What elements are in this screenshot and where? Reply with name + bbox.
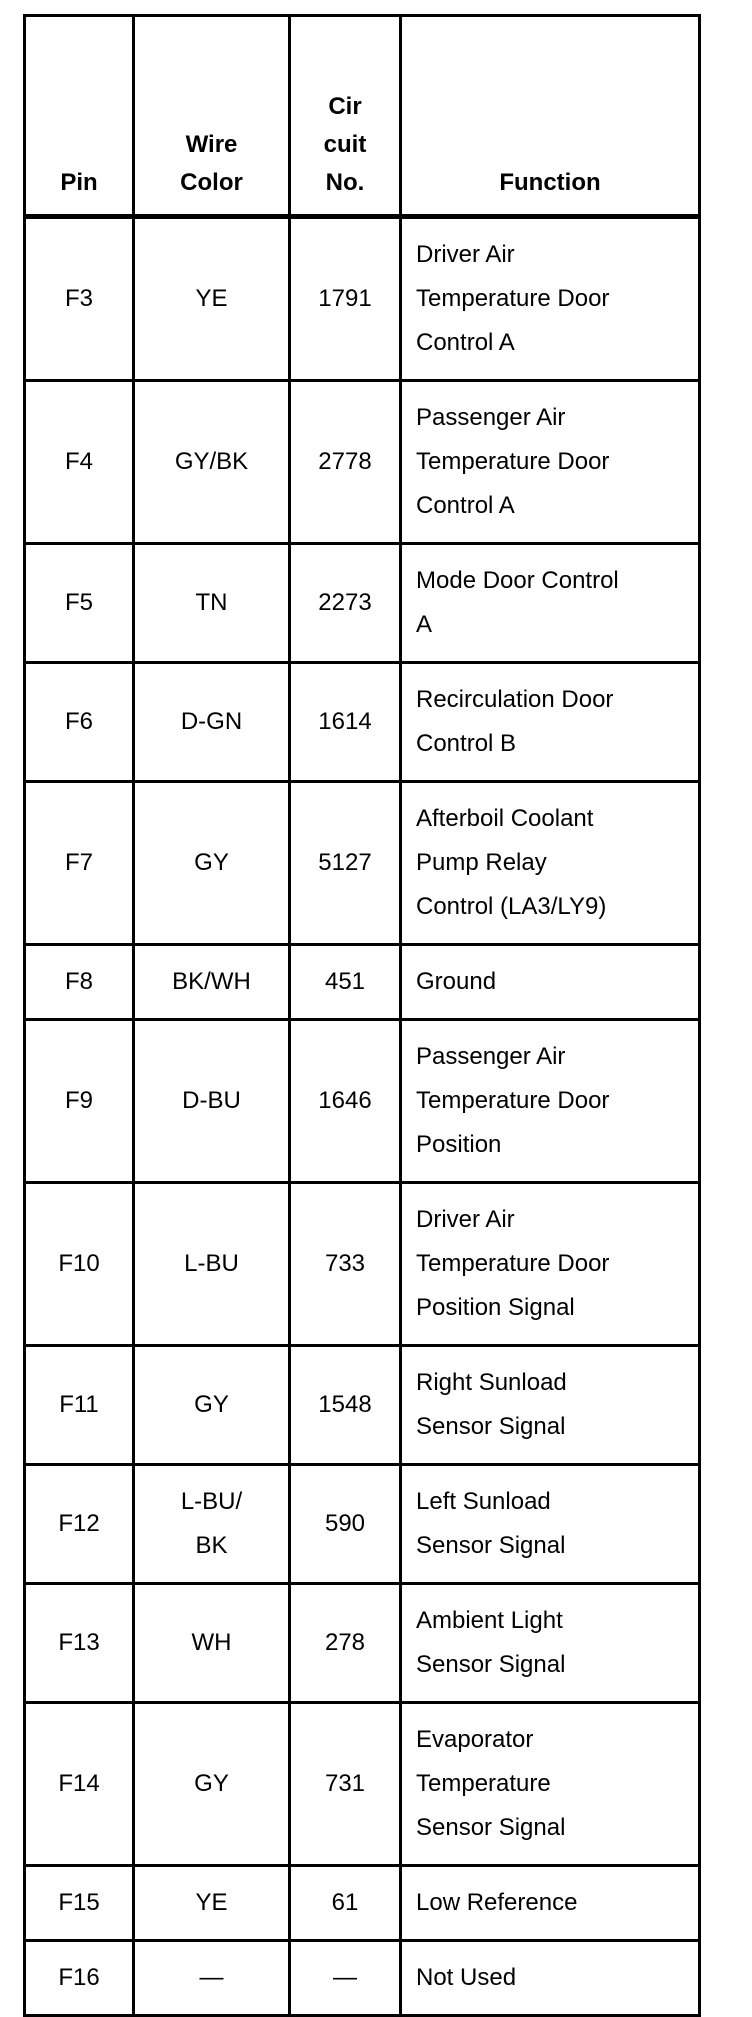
wire-color-line: BK/WH [172,968,251,995]
function-line: Not Used [416,1964,517,1991]
circuit-cell: 1548 [290,1346,401,1465]
pin-cell: F5 [25,544,134,663]
header-circuit-line: cuit [323,131,367,158]
header-wire-color-line: Wire [185,131,238,158]
function-cell [401,1020,700,1183]
wire-color-cell [134,381,290,544]
table-row [25,1020,700,1183]
wire-color-cell [134,1584,290,1703]
pin-cell: F4 [25,381,134,544]
function-line: Temperature Door [416,1250,610,1277]
table-row [25,782,700,945]
function-line: Pump Relay [416,849,547,876]
circuit-cell: 733 [290,1183,401,1346]
function-cell [401,1346,700,1465]
table-row [25,945,700,1020]
wire-color-line: L-BU [184,1250,239,1277]
table-row [25,544,700,663]
function-line: Driver Air [416,1206,515,1233]
circuit-cell: 731 [290,1703,401,1866]
table-row [25,1703,700,1866]
function-line: Temperature Door [416,285,610,312]
wire-color-cell [134,782,290,945]
wire-color-line: GY/BK [174,448,249,475]
header-circuit-line: Cir [328,93,362,120]
pin-cell: F13 [25,1584,134,1703]
pin-cell: F3 [25,217,134,381]
function-line: Left Sunload [416,1488,551,1515]
wire-color-line: YE [195,285,228,312]
table-row [25,1866,700,1941]
pin-table [23,14,701,2017]
wire-color-cell [134,945,290,1020]
table-row [25,1346,700,1465]
wire-color-cell [134,1866,290,1941]
function-line: Ambient Light [416,1607,563,1634]
wire-color-cell [134,1020,290,1183]
function-line: Ground [416,968,497,995]
wire-color-cell [134,1703,290,1866]
function-line: Mode Door Control [416,567,619,594]
function-line: Temperature [416,1770,551,1797]
header-function [401,16,700,217]
circuit-cell: 278 [290,1584,401,1703]
wire-color-cell [134,1346,290,1465]
wire-color-cell [134,1941,290,2016]
wire-color-line: GY [194,1391,229,1418]
circuit-cell: 1791 [290,217,401,381]
function-cell [401,1465,700,1584]
table-row [25,1584,700,1703]
table-row [25,1183,700,1346]
header-circuit-no [290,16,401,217]
function-cell [401,1703,700,1866]
circuit-cell: 2273 [290,544,401,663]
wire-color-line: D-BU [182,1087,241,1114]
function-line: A [416,611,433,638]
wire-color-line: GY [194,849,229,876]
table-row [25,1465,700,1584]
circuit-cell: 1646 [290,1020,401,1183]
function-line: Sensor Signal [416,1651,566,1678]
function-line: Temperature Door [416,448,610,475]
wire-color-line: GY [194,1770,229,1797]
circuit-cell: 451 [290,945,401,1020]
function-cell [401,217,700,381]
function-cell [401,1183,700,1346]
function-line: Evaporator [416,1726,534,1753]
circuit-cell: 1614 [290,663,401,782]
pin-cell: F10 [25,1183,134,1346]
header-circuit-line: No. [325,169,365,196]
function-line: Right Sunload [416,1369,567,1396]
function-line: Passenger Air [416,404,566,431]
function-line: Control B [416,730,517,757]
function-cell [401,381,700,544]
pin-cell: F8 [25,945,134,1020]
function-line: Driver Air [416,241,515,268]
wire-color-cell [134,663,290,782]
wire-color-line: YE [195,1889,228,1916]
table-row [25,381,700,544]
function-line: Control A [416,492,515,519]
function-cell [401,1941,700,2016]
function-line: Recirculation Door [416,686,614,713]
header-wire-color [134,16,290,217]
wire-color-line: — [199,1964,224,1991]
wire-color-cell [134,1183,290,1346]
circuit-cell: — [290,1941,401,2016]
table-row [25,217,700,381]
circuit-cell: 5127 [290,782,401,945]
function-line: Position [416,1131,502,1158]
function-line: Control (LA3/LY9) [416,893,607,920]
pin-cell: F11 [25,1346,134,1465]
circuit-cell: 590 [290,1465,401,1584]
function-line: Afterboil Coolant [416,805,594,832]
function-line: Sensor Signal [416,1814,566,1841]
table-body [25,217,700,2016]
wire-color-line: BK [195,1532,228,1559]
function-cell [401,782,700,945]
function-line: Low Reference [416,1889,578,1916]
header-pin-label: Pin [60,169,98,196]
function-cell [401,1584,700,1703]
pin-cell: F12 [25,1465,134,1584]
pin-cell: F14 [25,1703,134,1866]
header-pin [25,16,134,217]
wire-color-cell [134,1465,290,1584]
function-line: Sensor Signal [416,1532,566,1559]
table-row [25,663,700,782]
table-row [25,1941,700,2016]
wire-color-cell [134,217,290,381]
wire-color-line: WH [191,1629,232,1656]
function-line: Temperature Door [416,1087,610,1114]
function-line: Passenger Air [416,1043,566,1070]
pin-cell: F6 [25,663,134,782]
pin-cell: F15 [25,1866,134,1941]
header-wire-color-line: Color [180,169,243,196]
circuit-cell: 61 [290,1866,401,1941]
pin-cell: F16 [25,1941,134,2016]
wire-color-line: D-GN [180,708,243,735]
function-cell [401,544,700,663]
function-line: Sensor Signal [416,1413,566,1440]
function-cell [401,945,700,1020]
wire-color-line: TN [195,589,228,616]
function-line: Control A [416,329,515,356]
circuit-cell: 2778 [290,381,401,544]
header-function-label: Function [499,169,601,196]
wire-color-line: L-BU/ [180,1488,243,1515]
function-line: Position Signal [416,1294,575,1321]
function-cell [401,663,700,782]
pin-cell: F9 [25,1020,134,1183]
function-cell [401,1866,700,1941]
wire-color-cell [134,544,290,663]
table-header-row [25,16,700,217]
pin-cell: F7 [25,782,134,945]
